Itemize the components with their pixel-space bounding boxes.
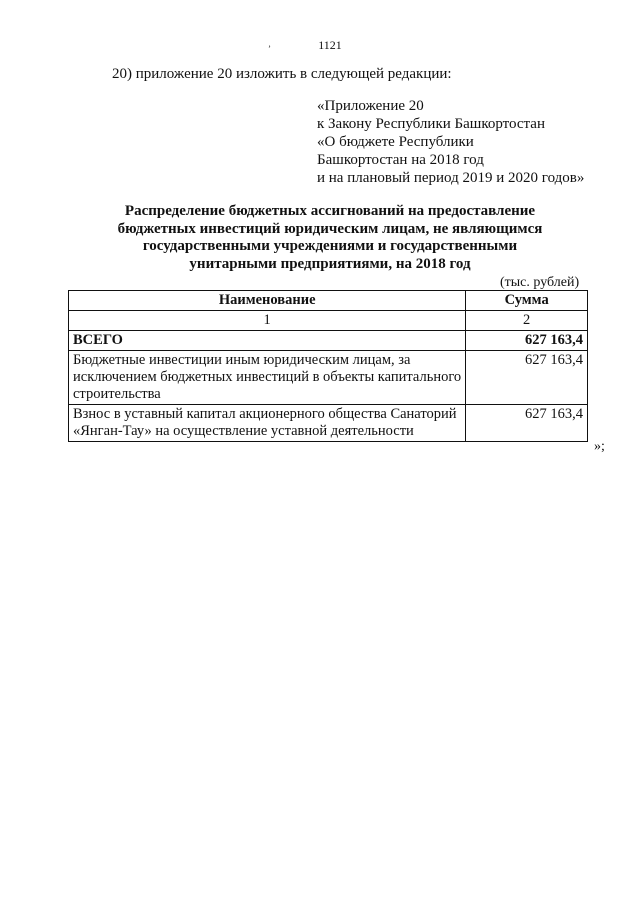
column-number-row bbox=[69, 311, 588, 331]
budget-table bbox=[68, 290, 588, 442]
appendix-line: и на плановый период 2019 и 2020 годов» bbox=[317, 170, 585, 186]
document-title bbox=[95, 203, 565, 273]
row-amount: 627 163,4 bbox=[466, 405, 588, 442]
scan-mark: ʼ bbox=[268, 44, 271, 54]
units-label: (тыс. рублей) bbox=[500, 275, 580, 290]
column-header-name: Наименование bbox=[69, 291, 466, 311]
page-number: 1121 bbox=[318, 38, 342, 52]
table-row bbox=[69, 405, 588, 442]
total-row bbox=[69, 331, 588, 351]
title-line: государственными учреждениями и государственными bbox=[142, 238, 518, 254]
title-line: унитарными предприятиями, на 2018 год bbox=[189, 255, 471, 272]
intro-text: 20) приложение 20 изложить в следующей редакции: bbox=[112, 66, 452, 82]
appendix-line: «Приложение 20 bbox=[317, 98, 424, 114]
closing-quote: »; bbox=[594, 439, 605, 454]
column-header-amount: Сумма bbox=[466, 291, 588, 311]
table-row bbox=[69, 351, 588, 405]
row-name: Взнос в уставный капитал акционерного общества Санаторий «Янган-Тау» на осуществление уставной деятельности bbox=[69, 405, 466, 442]
total-label: ВСЕГО bbox=[69, 331, 466, 351]
appendix-line: Башкортостан на 2018 год bbox=[317, 152, 484, 168]
column-number: 2 bbox=[466, 311, 588, 331]
total-amount: 627 163,4 bbox=[466, 331, 588, 351]
row-amount: 627 163,4 bbox=[466, 351, 588, 405]
column-number: 1 bbox=[69, 311, 466, 331]
appendix-line: «О бюджете Республики bbox=[317, 134, 474, 150]
row-name: Бюджетные инвестиции иным юридическим лицам, за исключением бюджетных инвестиций в объекты капитального строительства bbox=[69, 351, 466, 405]
appendix-line: к Закону Республики Башкортостан bbox=[317, 116, 545, 132]
table-header-row bbox=[69, 291, 588, 311]
title-line: бюджетных инвестиций юридическим лицам, не являющимся bbox=[117, 220, 543, 237]
appendix-header bbox=[317, 97, 584, 187]
title-line: Распределение бюджетных ассигнований на предоставление bbox=[124, 203, 536, 219]
